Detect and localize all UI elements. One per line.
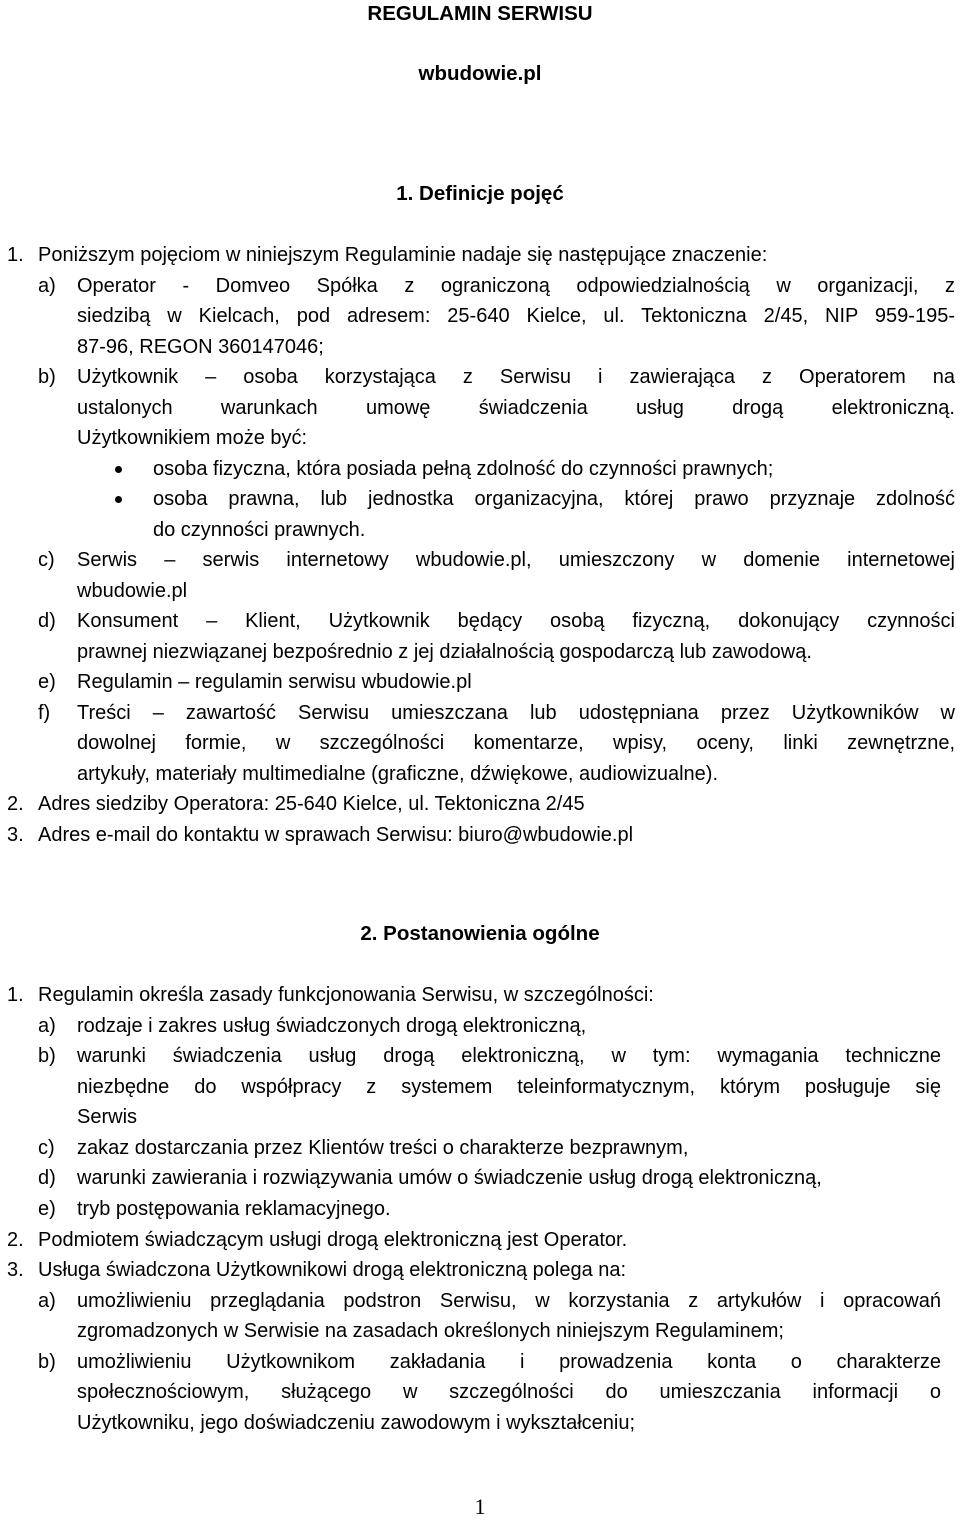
s2-c-line1: zakaz dostarczania przez Klientów treści o charakterze bezprawnym, [77,1137,689,1159]
page-number: 1 [474,1494,486,1519]
s2-item1-intro: Regulamin określa zasady funkcjonowania Serwisu, w szczególności: [38,984,654,1006]
s1-item3-text: Adres e-mail do kontaktu w sprawach Serwisu: biuro@wbudowie.pl [38,824,634,846]
s2-item1-number: 1. [7,984,24,1006]
s2-3a-line1: umożliwieniu przeglądania podstron Serwisu, w korzystania z artykułów i opracowań [77,1290,941,1312]
s1-c-line2: wbudowie.pl [77,580,188,602]
s2-item3-number: 3. [7,1259,24,1281]
s2-a-label: a) [38,1015,56,1037]
s2-b-line2: niezbędne do współpracy z systemem teleinformatycznym, którym posługuje się [77,1076,941,1098]
s1-f-line2: dowolnej formie, w szczególności komentarze, wpisy, oceny, linki zewnętrzne, [77,732,955,754]
s1-f-line1: Treści – zawartość Serwisu umieszczana lub udostępniana przez Użytkowników w [77,702,955,724]
s1-e-label: e) [38,671,56,693]
document-title: REGULAMIN SERWISU [367,2,593,25]
section-1-heading: 1. Definicje pojęć [396,182,564,205]
s2-b-label: b) [38,1045,56,1067]
s1-b-bullet1: osoba fizyczna, która posiada pełną zdolność do czynności prawnych; [153,458,774,480]
s2-3b-line2: społecznościowym, służącego w szczególności do umieszczania informacji o [77,1381,941,1403]
s2-e-line1: tryb postępowania reklamacyjnego. [77,1198,391,1220]
s1-item3-number: 3. [7,824,24,846]
s2-3b-line3: Użytkowniku, jego doświadczeniu zawodowym i wykształceniu; [77,1412,636,1434]
s1-d-label: d) [38,610,56,632]
s2-item2-number: 2. [7,1229,24,1251]
s2-b-line3: Serwis [77,1106,138,1128]
site-name: wbudowie.pl [418,62,542,85]
s1-a-line2: siedzibą w Kielcach, pod adresem: 25-640 Kielce, ul. Tektoniczna 2/45, NIP 959-195- [77,305,955,327]
s2-3a-line2: zgromadzonych w Serwisie na zasadach określonych niniejszym Regulaminem; [77,1320,784,1342]
s1-c-line1: Serwis – serwis internetowy wbudowie.pl, umieszczony w domenie internetowej [77,549,955,571]
s1-b-label: b) [38,366,56,388]
s1-a-label: a) [38,275,56,297]
bullet-icon [115,466,122,473]
bullet-icon [115,496,122,503]
s2-3b-line1: umożliwieniu Użytkownikom zakładania i prowadzenia konta o charakterze [77,1351,941,1373]
s1-b-bullet2-cont: do czynności prawnych. [153,519,366,541]
s2-d-line1: warunki zawierania i rozwiązywania umów o świadczenie usług drogą elektroniczną, [77,1167,822,1189]
s1-b-line2: ustalonych warunkach umowę świadczenia usług drogą elektroniczną. [77,397,955,419]
s1-b-line1: Użytkownik – osoba korzystająca z Serwisu i zawierająca z Operatorem na [77,366,955,388]
s2-item3-intro: Usługa świadczona Użytkownikowi drogą elektroniczną polega na: [38,1259,627,1281]
s1-f-line3: artykuły, materiały multimedialne (graficzne, dźwiękowe, audiowizualne). [77,763,719,785]
s2-e-label: e) [38,1198,56,1220]
s1-d-line2: prawnej niezwiązanej bezpośrednio z jej działalnością gospodarczą lub zawodową. [77,641,812,663]
s1-c-label: c) [38,549,55,571]
s2-c-label: c) [38,1137,55,1159]
s2-d-label: d) [38,1167,56,1189]
s1-e-line1: Regulamin – regulamin serwisu wbudowie.pl [77,671,472,693]
s2-3a-label: a) [38,1290,56,1312]
s2-3b-label: b) [38,1351,56,1373]
s2-a-line1: rodzaje i zakres usług świadczonych drogą elektroniczną, [77,1015,587,1037]
section-2-heading: 2. Postanowienia ogólne [360,922,600,945]
s1-d-line1: Konsument – Klient, Użytkownik będący osobą fizyczną, dokonujący czynności [77,610,955,632]
s1-b-bullet2: osoba prawna, lub jednostka organizacyjna, której prawo przyznaje zdolność [153,488,955,510]
s1-item2-number: 2. [7,793,24,815]
s1-f-label: f) [38,702,51,724]
s1-item1-number: 1. [7,244,24,266]
s1-a-line1: Operator - Domveo Spółka z ograniczoną odpowiedzialnością w organizacji, z [77,275,955,297]
s1-item1-intro: Poniższym pojęciom w niniejszym Regulaminie nadaje się następujące znaczenie: [38,244,768,266]
s1-a-line3: 87-96, REGON 360147046; [77,336,324,358]
s2-b-line1: warunki świadczenia usług drogą elektroniczną, w tym: wymagania techniczne [77,1045,941,1067]
s2-item2-text: Podmiotem świadczącym usługi drogą elektroniczną jest Operator. [38,1229,628,1251]
s1-item2-text: Adres siedziby Operatora: 25-640 Kielce, ul. Tektoniczna 2/45 [38,793,585,815]
s1-b-line3: Użytkownikiem może być: [77,427,308,449]
